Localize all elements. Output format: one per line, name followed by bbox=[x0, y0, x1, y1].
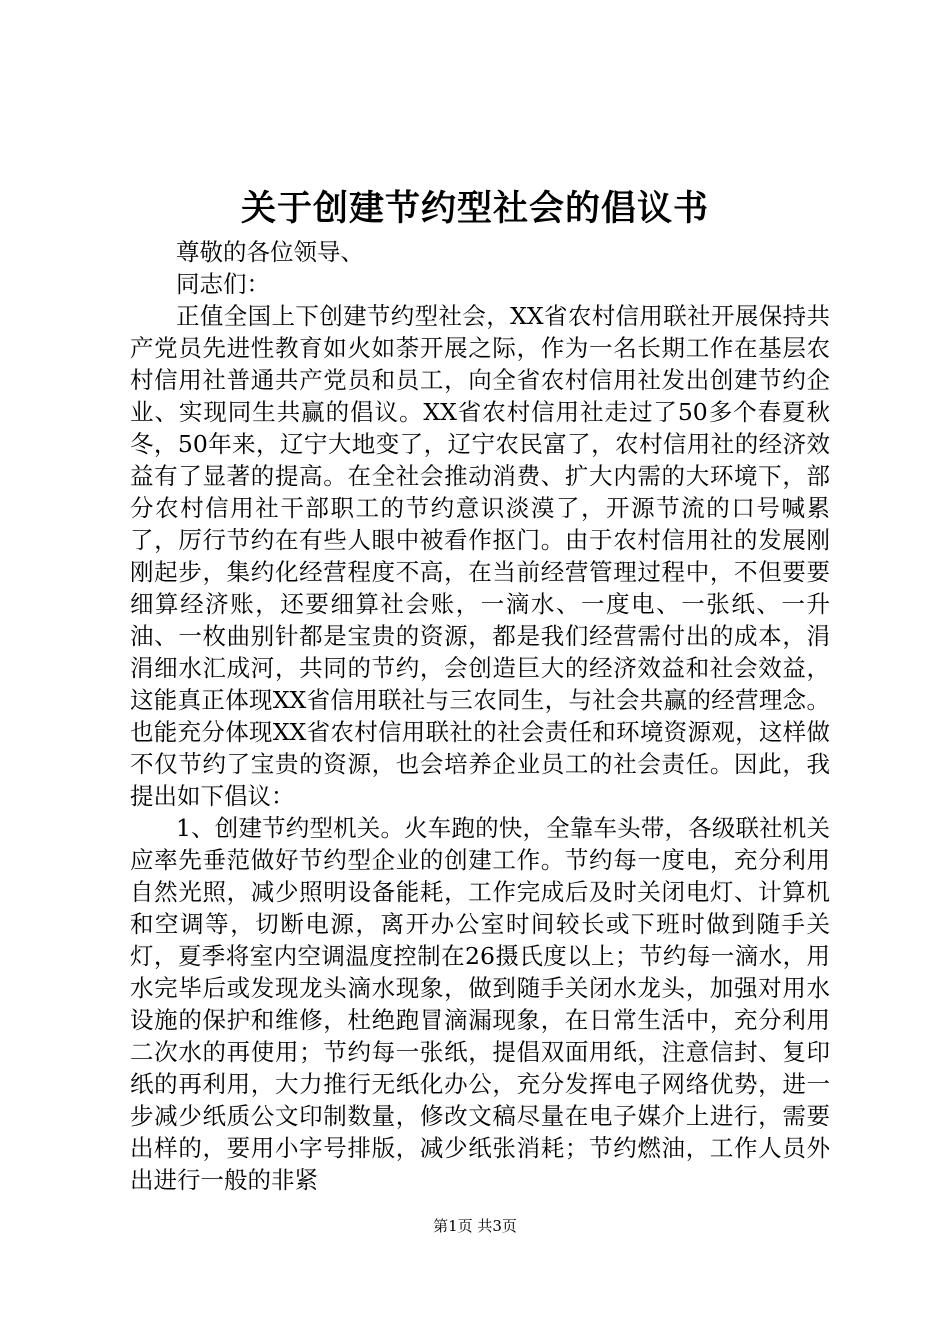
document-title: 关于创建节约型社会的倡议书 bbox=[240, 188, 709, 229]
paragraph-proposal-1: 1、创建节约型机关。火车跑的快，全靠车头带，各级联社机关应率先垂范做好节约型企业的创建工作。节约每一度电，充分利用自然光照，减少照明设备能耗，工作完成后及时关闭电灯、计算机和空调等，切断电源，离开办公室时间较长或下班时做到随手关灯，夏季将室内空调温度控制在26摄氏度以上；节约每一滴水，用水完毕后或发现龙头滴水现象，做到随手关闭水龙头，加强对用水设施的保护和维修，杜绝跑冒滴漏现象，在日常生活中，充分利用二次水的再使用；节约每一张纸，提倡双面用纸，注意信封、复印纸的再利用，大力推行无纸化办公，充分发挥电子网络优势，进一步减少纸质公文印制数量，修改文稿尽量在电子媒介上进行，需要出样的，要用小字号排版，减少纸张消耗；节约燃油，工作人员外出进行一般的非紧 bbox=[130, 814, 830, 1194]
paragraph-intro: 正值全国上下创建节约型社会，XX省农村信用联社开展保持共产党员先进性教育如火如荼开展之际，作为一名长期工作在基层农村信用社普通共产党员和员工，向全省农村信用社发出创建节约企业、实现同生共赢的倡议。XX省农村信用社走过了50多个春夏秋冬，50年来，辽宁大地变了，辽宁农民富了，农村信用社的经济效益有了显著的提高。在全社会推动消费、扩大内需的大环境下，部分农村信用社干部职工的节约意识淡漠了，开源节流的口号喊累了，厉行节约在有些人眼中被看作抠门。由于农村信用社的发展刚刚起步，集约化经营程度不高，在当前经营管理过程中，不但要要细算经济账，还要细算社会账，一滴水、一度电、一张纸、一升油、一枚曲别针都是宝贵的资源，都是我们经营需付出的成本，涓涓细水汇成河，共同的节约，会创造巨大的经济效益和社会效益，这能真正体现XX省信用联社与三农同生，与社会共赢的经营理念。也能充分体现XX省农村信用联社的社会责任和环境资源观，这样做不仅节约了宝贵的资源，也会培养企业员工的社会责任。因此，我提出如下倡议： bbox=[130, 302, 830, 810]
page-footer: 第1页 共3页 bbox=[433, 1217, 517, 1235]
salutation-line-1: 尊敬的各位领导、 bbox=[176, 238, 364, 266]
document-body bbox=[130, 236, 830, 1196]
salutation-line-2: 同志们： bbox=[176, 270, 270, 298]
